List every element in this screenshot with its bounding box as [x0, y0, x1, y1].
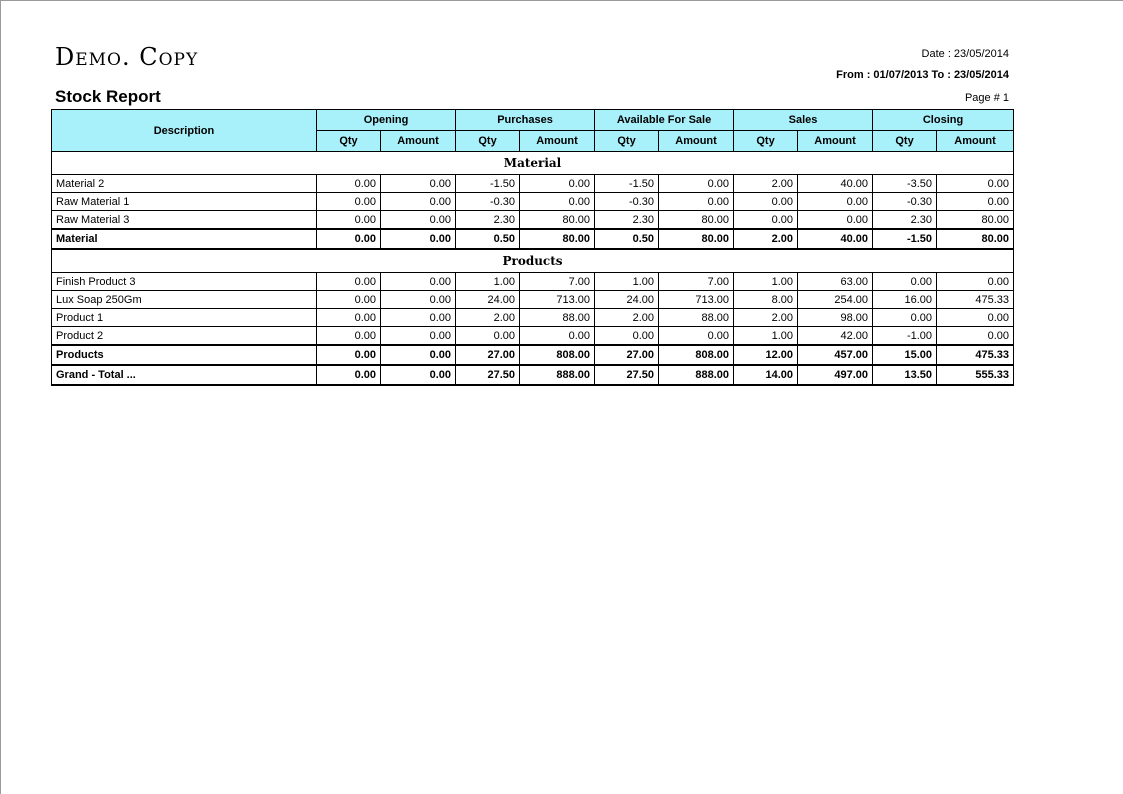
amount-cell: 0.00 — [381, 229, 456, 249]
amount-header: Amount — [937, 131, 1014, 152]
amount-cell: 98.00 — [798, 309, 873, 327]
amount-cell: 88.00 — [520, 309, 595, 327]
amount-cell: 7.00 — [520, 273, 595, 291]
qty-cell: 27.50 — [595, 365, 659, 385]
qty-cell: 0.00 — [317, 229, 381, 249]
qty-cell: 0.00 — [873, 273, 937, 291]
report-date: Date : 23/05/2014 — [921, 48, 1009, 60]
amount-cell: 88.00 — [659, 309, 734, 327]
amount-cell: 0.00 — [520, 327, 595, 346]
qty-cell: 8.00 — [734, 291, 798, 309]
amount-cell: 0.00 — [937, 193, 1014, 211]
qty-cell: 15.00 — [873, 345, 937, 365]
table-row — [52, 291, 1014, 309]
amount-cell: 0.00 — [381, 309, 456, 327]
amount-cell: 0.00 — [381, 365, 456, 385]
amount-cell: 7.00 — [659, 273, 734, 291]
report-date-range: From : 01/07/2013 To : 23/05/2014 — [836, 69, 1009, 81]
amount-cell: 254.00 — [798, 291, 873, 309]
row-description: Products — [52, 345, 317, 365]
amount-header: Amount — [798, 131, 873, 152]
amount-cell: 0.00 — [381, 291, 456, 309]
amount-cell: 0.00 — [659, 327, 734, 346]
qty-cell: 2.00 — [595, 309, 659, 327]
grand-total-row — [52, 365, 1014, 385]
amount-cell: 80.00 — [659, 211, 734, 230]
qty-cell: -1.50 — [456, 175, 520, 193]
amount-cell: 0.00 — [937, 309, 1014, 327]
amount-cell: 808.00 — [520, 345, 595, 365]
amount-cell: 0.00 — [798, 211, 873, 230]
group-header-closing: Closing — [873, 110, 1014, 131]
qty-cell: 0.00 — [317, 345, 381, 365]
table-row — [52, 327, 1014, 346]
qty-cell: 27.00 — [456, 345, 520, 365]
qty-cell: 1.00 — [456, 273, 520, 291]
amount-cell: 0.00 — [937, 175, 1014, 193]
amount-header: Amount — [520, 131, 595, 152]
amount-cell: 40.00 — [798, 229, 873, 249]
amount-cell: 475.33 — [937, 291, 1014, 309]
amount-cell: 0.00 — [381, 345, 456, 365]
qty-cell: 0.00 — [595, 327, 659, 346]
amount-cell: 80.00 — [520, 211, 595, 230]
section-header-row — [52, 249, 1014, 273]
qty-cell: 0.00 — [456, 327, 520, 346]
qty-cell: -1.00 — [873, 327, 937, 346]
description-header: Description — [52, 110, 317, 152]
group-header-opening: Opening — [317, 110, 456, 131]
amount-cell: 0.00 — [520, 193, 595, 211]
amount-header: Amount — [381, 131, 456, 152]
section-title: Material — [52, 152, 1014, 175]
amount-cell: 0.00 — [937, 273, 1014, 291]
table-row — [52, 211, 1014, 230]
row-description: Product 2 — [52, 327, 317, 346]
section-header-row — [52, 152, 1014, 175]
qty-cell: 0.50 — [456, 229, 520, 249]
section-title: Products — [52, 249, 1014, 273]
qty-cell: 0.00 — [317, 211, 381, 230]
table-body — [52, 152, 1014, 386]
qty-cell: 12.00 — [734, 345, 798, 365]
amount-cell: 80.00 — [937, 229, 1014, 249]
row-description: Lux Soap 250Gm — [52, 291, 317, 309]
qty-cell: 2.00 — [734, 229, 798, 249]
subtotal-row — [52, 345, 1014, 365]
table-row — [52, 309, 1014, 327]
group-header-purchases: Purchases — [456, 110, 595, 131]
qty-cell: 2.00 — [456, 309, 520, 327]
stock-report-table — [51, 109, 1014, 386]
amount-cell: 0.00 — [381, 193, 456, 211]
qty-cell: 0.00 — [317, 327, 381, 346]
amount-cell: 457.00 — [798, 345, 873, 365]
amount-cell: 0.00 — [381, 327, 456, 346]
amount-cell: 0.00 — [381, 211, 456, 230]
qty-cell: 0.00 — [317, 273, 381, 291]
amount-cell: 80.00 — [520, 229, 595, 249]
qty-header: Qty — [873, 131, 937, 152]
amount-cell: 0.00 — [659, 175, 734, 193]
amount-cell: 888.00 — [659, 365, 734, 385]
amount-cell: 0.00 — [798, 193, 873, 211]
qty-cell: 27.50 — [456, 365, 520, 385]
qty-cell: 2.30 — [595, 211, 659, 230]
amount-cell: 713.00 — [659, 291, 734, 309]
page-number: Page # 1 — [964, 92, 1009, 104]
qty-cell: -0.30 — [873, 193, 937, 211]
qty-cell: 0.00 — [317, 175, 381, 193]
table-row — [52, 193, 1014, 211]
subtotal-row — [52, 229, 1014, 249]
amount-cell: 0.00 — [381, 175, 456, 193]
amount-cell: 80.00 — [659, 229, 734, 249]
row-description: Finish Product 3 — [52, 273, 317, 291]
qty-cell: -3.50 — [873, 175, 937, 193]
amount-cell: 0.00 — [381, 273, 456, 291]
qty-cell: 0.00 — [734, 211, 798, 230]
qty-cell: 1.00 — [734, 273, 798, 291]
qty-cell: 14.00 — [734, 365, 798, 385]
qty-cell: 24.00 — [456, 291, 520, 309]
qty-cell: 13.50 — [873, 365, 937, 385]
amount-cell: 42.00 — [798, 327, 873, 346]
qty-cell: 2.00 — [734, 309, 798, 327]
table-row — [52, 175, 1014, 193]
table-row — [52, 273, 1014, 291]
qty-cell: 24.00 — [595, 291, 659, 309]
qty-cell: 1.00 — [595, 273, 659, 291]
qty-cell: -1.50 — [873, 229, 937, 249]
amount-cell: 888.00 — [520, 365, 595, 385]
qty-cell: 0.00 — [317, 365, 381, 385]
row-description: Raw Material 3 — [52, 211, 317, 230]
qty-cell: -1.50 — [595, 175, 659, 193]
qty-cell: 0.00 — [873, 309, 937, 327]
amount-cell: 475.33 — [937, 345, 1014, 365]
amount-cell: 555.33 — [937, 365, 1014, 385]
qty-cell: -0.30 — [456, 193, 520, 211]
qty-cell: 0.50 — [595, 229, 659, 249]
report-title: Stock Report — [55, 87, 161, 106]
row-description: Product 1 — [52, 309, 317, 327]
qty-header: Qty — [317, 131, 381, 152]
amount-cell: 713.00 — [520, 291, 595, 309]
qty-header: Qty — [595, 131, 659, 152]
qty-cell: 0.00 — [317, 309, 381, 327]
amount-header: Amount — [659, 131, 734, 152]
amount-cell: 63.00 — [798, 273, 873, 291]
qty-cell: 0.00 — [317, 291, 381, 309]
row-description: Raw Material 1 — [52, 193, 317, 211]
qty-header: Qty — [456, 131, 520, 152]
row-description: Material — [52, 229, 317, 249]
amount-cell: 808.00 — [659, 345, 734, 365]
group-header-sales: Sales — [734, 110, 873, 131]
group-header-available-for-sale: Available For Sale — [595, 110, 734, 131]
company-name: Demo. Copy — [55, 43, 199, 71]
amount-cell: 0.00 — [520, 175, 595, 193]
qty-header: Qty — [734, 131, 798, 152]
amount-cell: 0.00 — [937, 327, 1014, 346]
qty-cell: -0.30 — [595, 193, 659, 211]
row-description: Grand - Total ... — [52, 365, 317, 385]
amount-cell: 0.00 — [659, 193, 734, 211]
amount-cell: 80.00 — [937, 211, 1014, 230]
qty-cell: 2.00 — [734, 175, 798, 193]
row-description: Material 2 — [52, 175, 317, 193]
qty-cell: 1.00 — [734, 327, 798, 346]
amount-cell: 497.00 — [798, 365, 873, 385]
qty-cell: 0.00 — [734, 193, 798, 211]
qty-cell: 2.30 — [873, 211, 937, 230]
amount-cell: 40.00 — [798, 175, 873, 193]
qty-cell: 2.30 — [456, 211, 520, 230]
qty-cell: 16.00 — [873, 291, 937, 309]
qty-cell: 0.00 — [317, 193, 381, 211]
qty-cell: 27.00 — [595, 345, 659, 365]
